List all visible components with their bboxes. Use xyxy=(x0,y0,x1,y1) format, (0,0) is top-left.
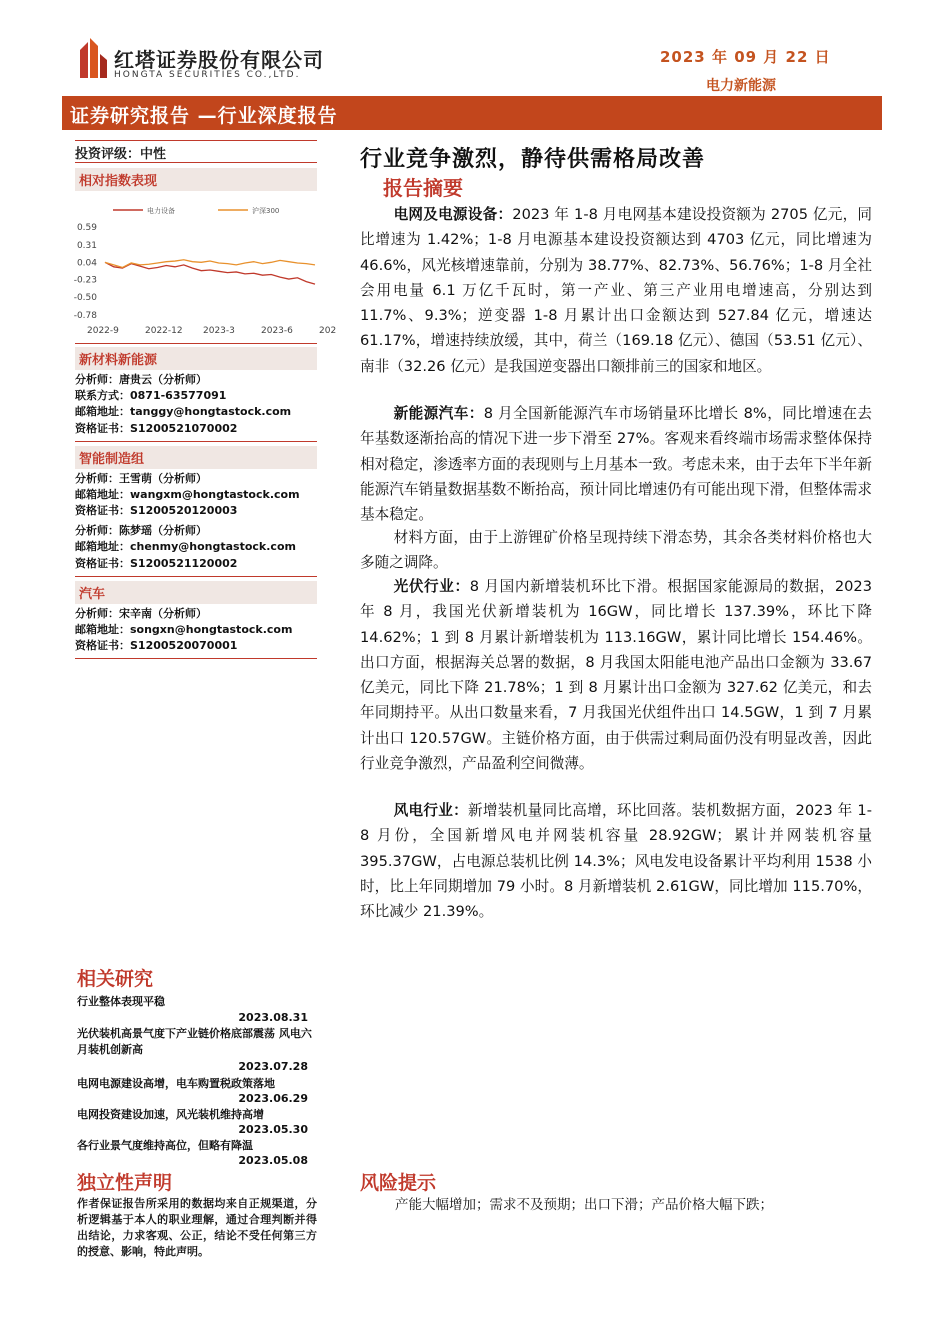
company-name-en: HONGTA SECURITIES CO.,LTD. xyxy=(114,70,301,80)
paragraph-text: 8 月全国新能源汽车市场销量环比增长 8%，同比增速在去年基数逐渐抬高的情况下进一步下滑至 27%。客观来看终端市场需求整体保持相对稳定，渗透率方面的表现则与上月基本一致。考虑未来，由于去年下半年新能源汽车销量数据基数不断抬高，预计同比增速仍有可能出现下滑，但整体需求基本稳定。 xyxy=(360,405,872,524)
relative-index-chart xyxy=(73,197,337,337)
analyst-info-line: 资格证书：S1200521070002 xyxy=(75,421,238,435)
analyst-info-line: 分析师：陈梦瑶（分析师） xyxy=(75,524,207,538)
analyst-info-line: 联系方式：0871-63577091 xyxy=(75,389,227,403)
analyst-info-line: 资格证书：S1200521120002 xyxy=(75,556,238,570)
related-research-title[interactable]: 各行业景气度维持高位，但略有降温 xyxy=(77,1139,253,1152)
x-tick-label: 2022-9 xyxy=(87,326,119,336)
report-title: 行业竞争激烈，静待供需格局改善 xyxy=(360,147,706,172)
paragraph-text: 8 月国内新增装机环比下滑。根据国家能源局的数据，2023 年 8 月，我国光伏新增装机为 16GW，同比增长 137.39%，环比下降 14.62%；1 到 8 月累计新增装机为 113.16GW，累计同比增长 154.46%。出口方面，根据海关总署的数据，8 月我国太阳能电池产品出口金额为 33.67 亿美元，同比下降 21.78%；1 到 8 月累计出口金额为 327.62 亿美元，和去年同期持平。从出口数量来看，7 月我国光伏组件出口 14.5GW，1 到 7 月累计出口 120.57GW。主链价格方面，由于供需过剩局面仍没有明显改善，因此行业竞争激烈，产品盈利空间微薄。 xyxy=(360,578,872,773)
divider xyxy=(75,140,317,141)
analyst-info-line: 分析师：宋辛南（分析师） xyxy=(75,606,207,620)
index-performance-heading: 相对指数表现 xyxy=(75,168,317,191)
divider xyxy=(75,576,317,577)
x-tick-label: 2022-12 xyxy=(145,326,183,336)
divider xyxy=(75,658,317,659)
analyst-info-line: 邮箱地址：tanggy@hongtastock.com xyxy=(75,405,292,419)
paragraph-keyword: 新能源汽车： xyxy=(393,405,484,422)
related-research-title[interactable]: 电网电源建设高增，电车购置税政策落地 xyxy=(77,1077,275,1090)
analyst-info-line: 邮箱地址：chenmy@hongtastock.com xyxy=(75,540,296,554)
related-research-date: 2023.08.31 xyxy=(238,1011,308,1024)
paragraph-keyword: 光伏行业： xyxy=(393,578,470,595)
paragraph-materials xyxy=(360,525,872,576)
independence-heading: 独立性声明 xyxy=(77,1172,173,1194)
report-sector: 电力新能源 xyxy=(706,78,776,94)
related-research-heading: 相关研究 xyxy=(77,968,154,990)
title-banner-text: 证券研究报告 —行业深度报告 xyxy=(70,105,338,127)
divider xyxy=(75,162,317,163)
divider xyxy=(75,441,317,442)
y-tick-label: 0.04 xyxy=(76,258,97,269)
related-research-date: 2023.05.08 xyxy=(238,1154,308,1167)
y-tick-label: -0.78 xyxy=(73,311,97,321)
related-research-date: 2023.05.30 xyxy=(238,1123,308,1136)
analyst-info-line: 分析师：唐贵云（分析师） xyxy=(75,373,207,386)
paragraph-text: 2023 年 1-8 月电网基本建设投资额为 2705 亿元，同比增速为 1.42%；1-8 月电源基本建设投资额达到 4703 亿元，同比增速为 46.6%，风光核增速靠前，分别为 38.77%、82.73%、56.76%；1-8 月全社会用电量 6.1 万亿千瓦时，第一产业、第三产业用电增速高，分别达到 11.7%、9.3%；逆变器 1-8 月累计出口金额达到 527.84 亿元，增速达 61.17%，增速持续放缓，其中，荷兰（169.18 亿元）、德国（53.51 亿元）、南非（32.26 亿元）是我国逆变器出口额排前三的国家和地区。 xyxy=(360,206,872,375)
summary-heading: 报告摘要 xyxy=(383,176,463,200)
y-tick-label: 0.31 xyxy=(76,240,97,251)
paragraph-text: 材料方面，由于上游锂矿价格呈现持续下滑态势，其余各类材料价格也大多随之调降。 xyxy=(360,529,872,572)
paragraph-pv xyxy=(360,574,872,776)
investment-rating: 投资评级：中性 xyxy=(75,147,167,162)
legend-label: 沪深300 xyxy=(252,207,280,215)
x-tick-label: 2023-3 xyxy=(203,326,235,336)
related-research-title[interactable]: 行业整体表现平稳 xyxy=(77,995,165,1008)
paragraph-keyword: 风电行业： xyxy=(393,802,469,819)
series-line-1 xyxy=(105,260,315,268)
analyst-info-line: 邮箱地址：wangxm@hongtastock.com xyxy=(75,488,300,501)
series-line-0 xyxy=(105,262,315,284)
paragraph-text: 新增装机量同比高增，环比回落。装机数据方面，2023 年 1-8 月份，全国新增风电并网装机容量 28.92GW；累计并网装机容量 395.37GW，占电源总装机比例 14.3%；风电发电设备累计平均利用 1538 小时，比上年同期增加 79 小时。8 月新增装机 2.61GW，同比增加 115.70%，环比减少 21.39%。 xyxy=(360,802,872,921)
company-name-cn: 红塔证券股份有限公司 xyxy=(114,48,324,72)
analyst-group-heading: 智能制造组 xyxy=(75,446,317,469)
legend-label: 电力设备 xyxy=(147,207,175,215)
related-research-date: 2023.06.29 xyxy=(238,1092,308,1105)
related-research-title[interactable]: 电网投资建设加速，风光装机维持高增 xyxy=(77,1108,264,1121)
independence-statement: 作者保证报告所采用的数据均来自正规渠道，分析逻辑基于本人的职业理解，通过合理判断并得出结论，力求客观、公正，结论不受任何第三方的授意、影响，特此声明。 xyxy=(77,1197,317,1258)
x-tick-label: 202 xyxy=(319,326,337,336)
risk-heading: 风险提示 xyxy=(360,1172,437,1194)
paragraph-keyword: 电网及电源设备： xyxy=(393,206,513,223)
paragraph-wind xyxy=(360,798,872,924)
paragraph-grid xyxy=(360,202,872,379)
analyst-info-line: 资格证书：S1200520120003 xyxy=(75,504,238,518)
risk-text: 产能大幅增加；需求不及预期；出口下滑；产品价格大幅下跌； xyxy=(395,1197,773,1213)
analyst-group-heading: 汽车 xyxy=(75,581,317,604)
analyst-info-line: 分析师：王雪萌（分析师） xyxy=(75,471,207,485)
analyst-info-line: 邮箱地址：songxn@hongtastock.com xyxy=(75,623,293,636)
report-date: 2023 年 09 月 22 日 xyxy=(660,48,831,66)
divider xyxy=(75,343,317,344)
paragraph-ev xyxy=(360,401,872,527)
y-tick-label: -0.23 xyxy=(73,275,97,286)
company-logo-icon xyxy=(76,36,110,80)
x-tick-label: 2023-6 xyxy=(261,326,293,336)
y-tick-label: 0.59 xyxy=(76,223,97,233)
related-research-title[interactable]: 光伏装机高景气度下产业链价格底部震荡 风电六月装机创新高 xyxy=(77,1027,312,1056)
y-tick-label: -0.50 xyxy=(73,293,97,304)
analyst-info-line: 资格证书：S1200520070001 xyxy=(75,639,238,653)
analyst-group-heading: 新材料新能源 xyxy=(75,347,317,370)
related-research-date: 2023.07.28 xyxy=(238,1060,308,1073)
